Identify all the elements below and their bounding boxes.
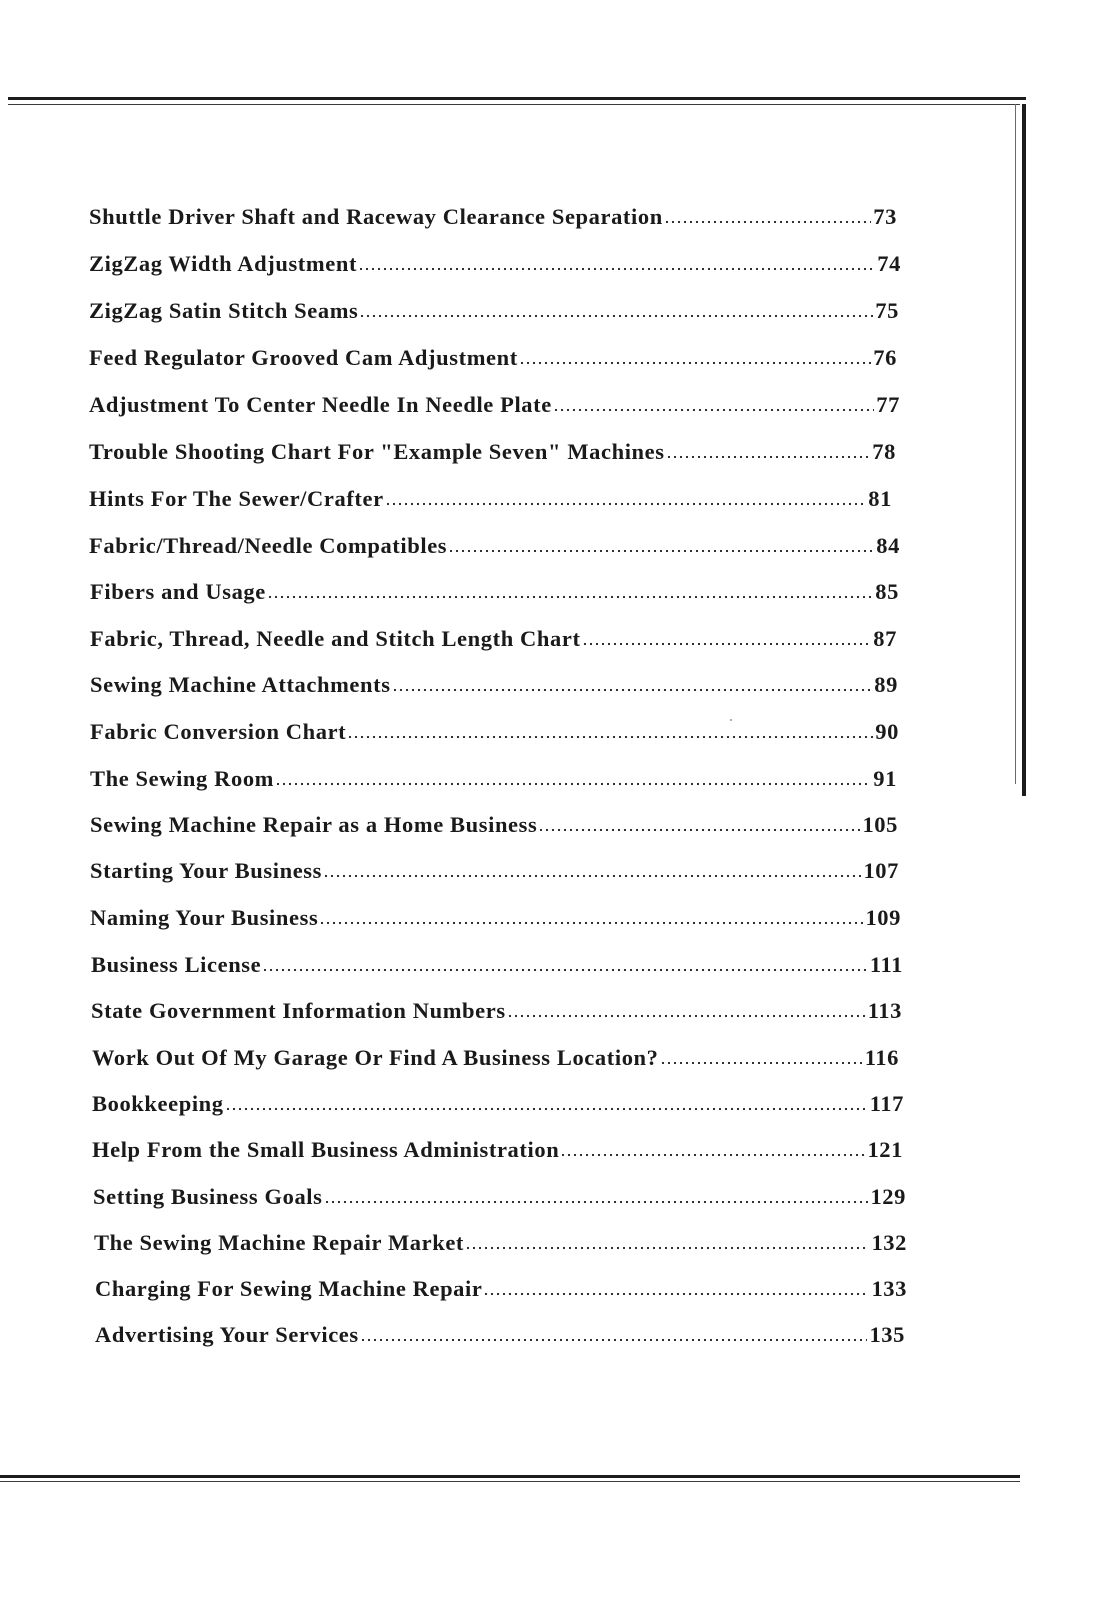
- toc-entry-title: Sewing Machine Repair as a Home Business: [90, 811, 538, 837]
- toc-entry-page-number: 91: [873, 765, 897, 791]
- toc-entry-page-number: 121: [867, 1136, 903, 1162]
- toc-entry-title: Shuttle Driver Shaft and Raceway Clearance Separation: [89, 203, 663, 229]
- toc-entry-page-number: 74: [877, 250, 901, 276]
- toc-entry: [90, 756, 897, 790]
- toc-entry: [89, 523, 900, 557]
- toc-entry: [90, 895, 901, 929]
- toc-dot-leader: [519, 360, 871, 366]
- toc-entry: [92, 1127, 903, 1161]
- toc-entry-page-number: 107: [863, 857, 899, 883]
- toc-entry-title: Business License: [91, 951, 262, 977]
- toc-entry: [92, 1035, 899, 1069]
- toc-entry: [92, 1081, 904, 1115]
- toc-entry: [90, 709, 899, 743]
- toc-entry-title: Advertising Your Services: [95, 1321, 359, 1347]
- toc-dot-leader: [324, 1199, 869, 1205]
- toc-entry: [95, 1312, 905, 1346]
- toc-entry: [89, 194, 897, 228]
- toc-entry-page-number: 90: [875, 718, 899, 744]
- toc-entry: [90, 662, 898, 696]
- toc-entry: [91, 942, 903, 976]
- toc-dot-leader: [360, 1337, 868, 1343]
- toc-entry-page-number: 117: [869, 1090, 904, 1116]
- toc-entry-page-number: 113: [867, 997, 902, 1023]
- toc-entry-page-number: 105: [862, 811, 898, 837]
- toc-entry-title: Setting Business Goals: [93, 1183, 323, 1209]
- toc-entry-page-number: 78: [872, 438, 896, 464]
- toc-entry-title: The Sewing Room: [90, 765, 275, 791]
- toc-entry-page-number: 75: [875, 297, 899, 323]
- toc-dot-leader: [385, 501, 867, 507]
- toc-dot-leader: [267, 594, 873, 600]
- toc-entry: [90, 569, 899, 603]
- toc-entry-title: Fabric Conversion Chart: [90, 718, 347, 744]
- toc-entry: [90, 802, 898, 836]
- toc-entry-page-number: 109: [865, 904, 901, 930]
- toc-entry-title: Work Out Of My Garage Or Find A Business Location?: [92, 1044, 659, 1070]
- toc-entry: [89, 288, 899, 322]
- toc-dot-leader: [392, 687, 873, 693]
- toc-entry-page-number: 111: [869, 951, 903, 977]
- toc-entry-title: Charging For Sewing Machine Repair: [95, 1275, 483, 1301]
- toc-entry-page-number: 77: [876, 391, 900, 417]
- toc-dot-leader: [553, 407, 874, 413]
- toc-entry-page-number: 135: [869, 1321, 905, 1347]
- toc-entry-title: Bookkeeping: [92, 1090, 224, 1116]
- toc-entry-title: The Sewing Machine Repair Market: [94, 1229, 465, 1255]
- toc-dot-leader: [483, 1291, 869, 1297]
- toc-entry: [95, 1266, 907, 1300]
- toc-dot-leader: [465, 1245, 869, 1251]
- toc-entry: [91, 988, 902, 1022]
- toc-dot-leader: [560, 1152, 865, 1158]
- toc-entry: [90, 616, 897, 650]
- toc-dot-leader: [582, 641, 872, 647]
- toc-entry-title: Trouble Shooting Chart For "Example Seven" Machines: [89, 438, 665, 464]
- toc-entry-title: Hints For The Sewer/Crafter: [89, 485, 384, 511]
- toc-entry-page-number: 116: [864, 1044, 899, 1070]
- toc-dot-leader: [319, 920, 863, 926]
- toc-entry-title: Feed Regulator Grooved Cam Adjustment: [89, 344, 518, 370]
- toc-entry-page-number: 85: [875, 578, 899, 604]
- toc-entry-page-number: 87: [873, 625, 897, 651]
- toc-dot-leader: [275, 781, 871, 787]
- toc-entry-page-number: 129: [870, 1183, 906, 1209]
- toc-entry-title: Naming Your Business: [90, 904, 319, 930]
- toc-dot-leader: [538, 827, 860, 833]
- toc-dot-leader: [660, 1060, 863, 1066]
- toc-dot-leader: [448, 548, 874, 554]
- toc-entry: [89, 476, 892, 510]
- toc-entry-title: Adjustment To Center Needle In Needle Plate: [89, 391, 552, 417]
- toc-entry: [94, 1220, 907, 1254]
- toc-dot-leader: [507, 1013, 866, 1019]
- toc-entry: [89, 429, 896, 463]
- toc-entry-page-number: 84: [876, 532, 900, 558]
- toc-entry-title: Fabric, Thread, Needle and Stitch Length Chart: [90, 625, 581, 651]
- toc-entry-page-number: 76: [873, 344, 897, 370]
- toc-entry-title: State Government Information Numbers: [91, 997, 506, 1023]
- toc-dot-leader: [666, 454, 871, 460]
- toc-entry-page-number: 89: [874, 671, 898, 697]
- toc-dot-leader: [262, 967, 868, 973]
- toc-entry-title: ZigZag Width Adjustment: [89, 250, 358, 276]
- toc-entry-title: Help From the Small Business Administration: [92, 1136, 560, 1162]
- toc-entry-title: Fibers and Usage: [90, 578, 266, 604]
- toc-entry-title: Fabric/Thread/Needle Compatibles: [89, 532, 448, 558]
- toc-dot-leader: [347, 734, 873, 740]
- toc-entry: [89, 241, 901, 275]
- toc-dot-leader: [225, 1106, 868, 1112]
- toc-entry: [93, 1174, 906, 1208]
- toc-dot-leader: [359, 313, 873, 319]
- toc-entry: [89, 382, 900, 416]
- toc-entry-title: ZigZag Satin Stitch Seams: [89, 297, 359, 323]
- toc-dot-leader: [323, 873, 861, 879]
- toc-entry: [90, 848, 899, 882]
- toc-dot-leader: [358, 266, 875, 272]
- toc-entry-page-number: 132: [871, 1229, 907, 1255]
- toc-dot-leader: [664, 219, 871, 225]
- toc-entry-title: Starting Your Business: [90, 857, 323, 883]
- toc-entry-title: Sewing Machine Attachments: [90, 671, 391, 697]
- toc-entry: [89, 335, 897, 369]
- toc-entry-page-number: 133: [871, 1275, 907, 1301]
- toc-entry-page-number: 73: [873, 203, 897, 229]
- toc-entry-page-number: 81: [868, 485, 892, 511]
